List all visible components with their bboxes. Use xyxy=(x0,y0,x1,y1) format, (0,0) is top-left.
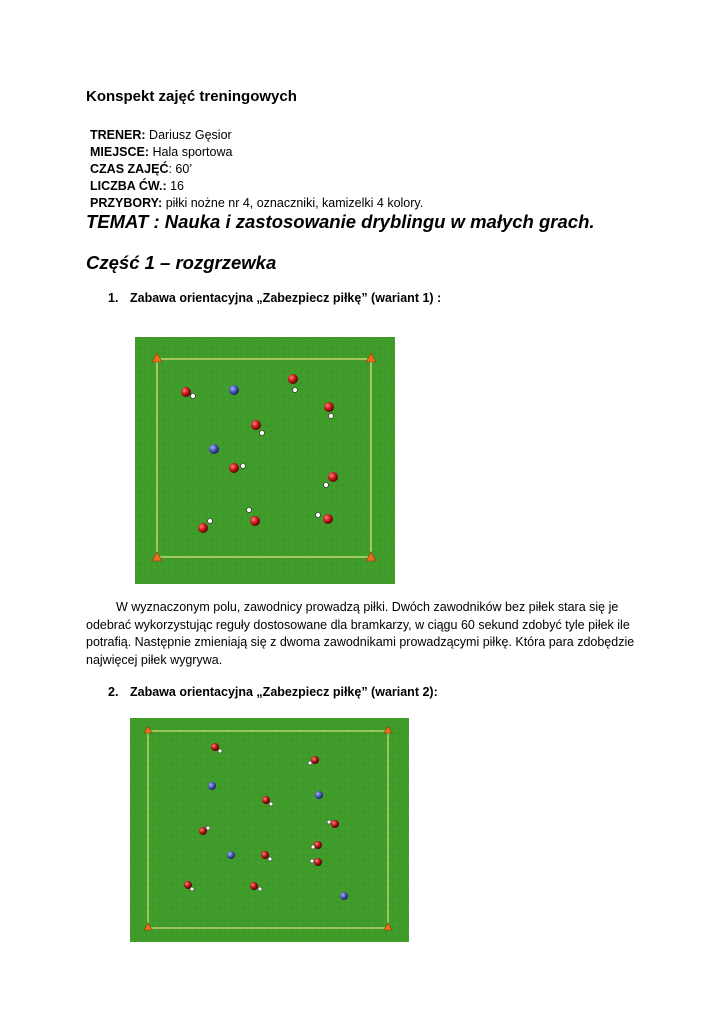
red-player-icon xyxy=(288,374,298,384)
red-player-icon xyxy=(314,858,322,866)
red-player-icon xyxy=(328,472,338,482)
red-player-icon xyxy=(250,516,260,526)
pitch-grass xyxy=(130,718,409,942)
ball-icon xyxy=(310,859,314,863)
pitch-diagram-2-svg xyxy=(130,718,409,942)
meta-duration: CZAS ZAJĘĆ: 60’ xyxy=(90,162,193,176)
ball-icon xyxy=(208,519,213,524)
document-title: Konspekt zajęć treningowych xyxy=(86,88,297,105)
meta-coach: TRENER: Dariusz Gęsior xyxy=(90,128,232,142)
ball-icon xyxy=(316,513,321,518)
training-meta xyxy=(90,127,423,212)
ball-icon xyxy=(206,826,210,830)
ball-icon xyxy=(218,749,222,753)
exercise-1-heading xyxy=(108,291,441,305)
exercise-1-description: W wyznaczonym polu, zawodnicy prowadzą piłki. Dwóch zawodników bez piłek stara się je odebrać wykorzystując reguły dostosowane dla bramkarzy, w ciągu 60 sekund zdobyć tyle piłek ile potrafią. Następnie zmieniają się z dwoma zawodnikami prowadzącymi piłkę. Która para zdobędzie najwięcej piłek wygrywa. xyxy=(86,600,635,667)
red-player-icon xyxy=(324,402,334,412)
ball-icon xyxy=(329,414,334,419)
red-player-icon xyxy=(323,514,333,524)
ball-icon xyxy=(191,394,196,399)
pitch-diagram-2 xyxy=(130,718,409,942)
ball-icon xyxy=(190,887,194,891)
section-heading: Część 1 – rozgrzewka xyxy=(86,252,277,273)
ball-icon xyxy=(241,464,246,469)
red-player-icon xyxy=(251,420,261,430)
ball-icon xyxy=(327,820,331,824)
pitch-diagram-1-svg xyxy=(135,337,395,584)
red-player-icon xyxy=(250,882,258,890)
exercise-1-title: Zabawa orientacyjna „Zabezpiecz piłkę” (wariant 1) : xyxy=(130,291,442,305)
exercise-1-number: 1. xyxy=(108,291,119,305)
blue-player-icon xyxy=(227,851,235,859)
exercise-2-title: Zabawa orientacyjna „Zabezpiecz piłkę” (wariant 2): xyxy=(130,685,438,699)
ball-icon xyxy=(258,887,262,891)
ball-icon xyxy=(269,802,273,806)
meta-place: MIEJSCE: Hala sportowa xyxy=(90,145,233,159)
blue-player-icon xyxy=(340,892,348,900)
ball-icon xyxy=(311,845,315,849)
red-player-icon xyxy=(331,820,339,828)
red-player-icon xyxy=(198,523,208,533)
red-player-icon xyxy=(314,841,322,849)
ball-icon xyxy=(260,431,265,436)
red-player-icon xyxy=(181,387,191,397)
meta-equipment: PRZYBORY: piłki nożne nr 4, oznaczniki, kamizelki 4 kolory. xyxy=(90,196,424,210)
meta-exercise-count: LICZBA ĆW.: 16 xyxy=(90,179,184,193)
exercise-2-heading xyxy=(108,685,438,699)
ball-icon xyxy=(293,388,298,393)
blue-player-icon xyxy=(209,444,219,454)
pitch-diagram-1 xyxy=(135,337,395,584)
ball-icon xyxy=(247,508,252,513)
ball-icon xyxy=(324,483,329,488)
ball-icon xyxy=(308,761,312,765)
red-player-icon xyxy=(261,851,269,859)
exercise-2-number: 2. xyxy=(108,685,119,699)
blue-player-icon xyxy=(229,385,239,395)
lesson-topic: TEMAT : Nauka i zastosowanie dryblingu w małych grach. xyxy=(86,211,595,232)
blue-player-icon xyxy=(208,782,216,790)
red-player-icon xyxy=(229,463,239,473)
pitch-grass xyxy=(135,337,395,584)
red-player-icon xyxy=(211,743,219,751)
ball-icon xyxy=(268,857,272,861)
blue-player-icon xyxy=(315,791,323,799)
red-player-icon xyxy=(262,796,270,804)
